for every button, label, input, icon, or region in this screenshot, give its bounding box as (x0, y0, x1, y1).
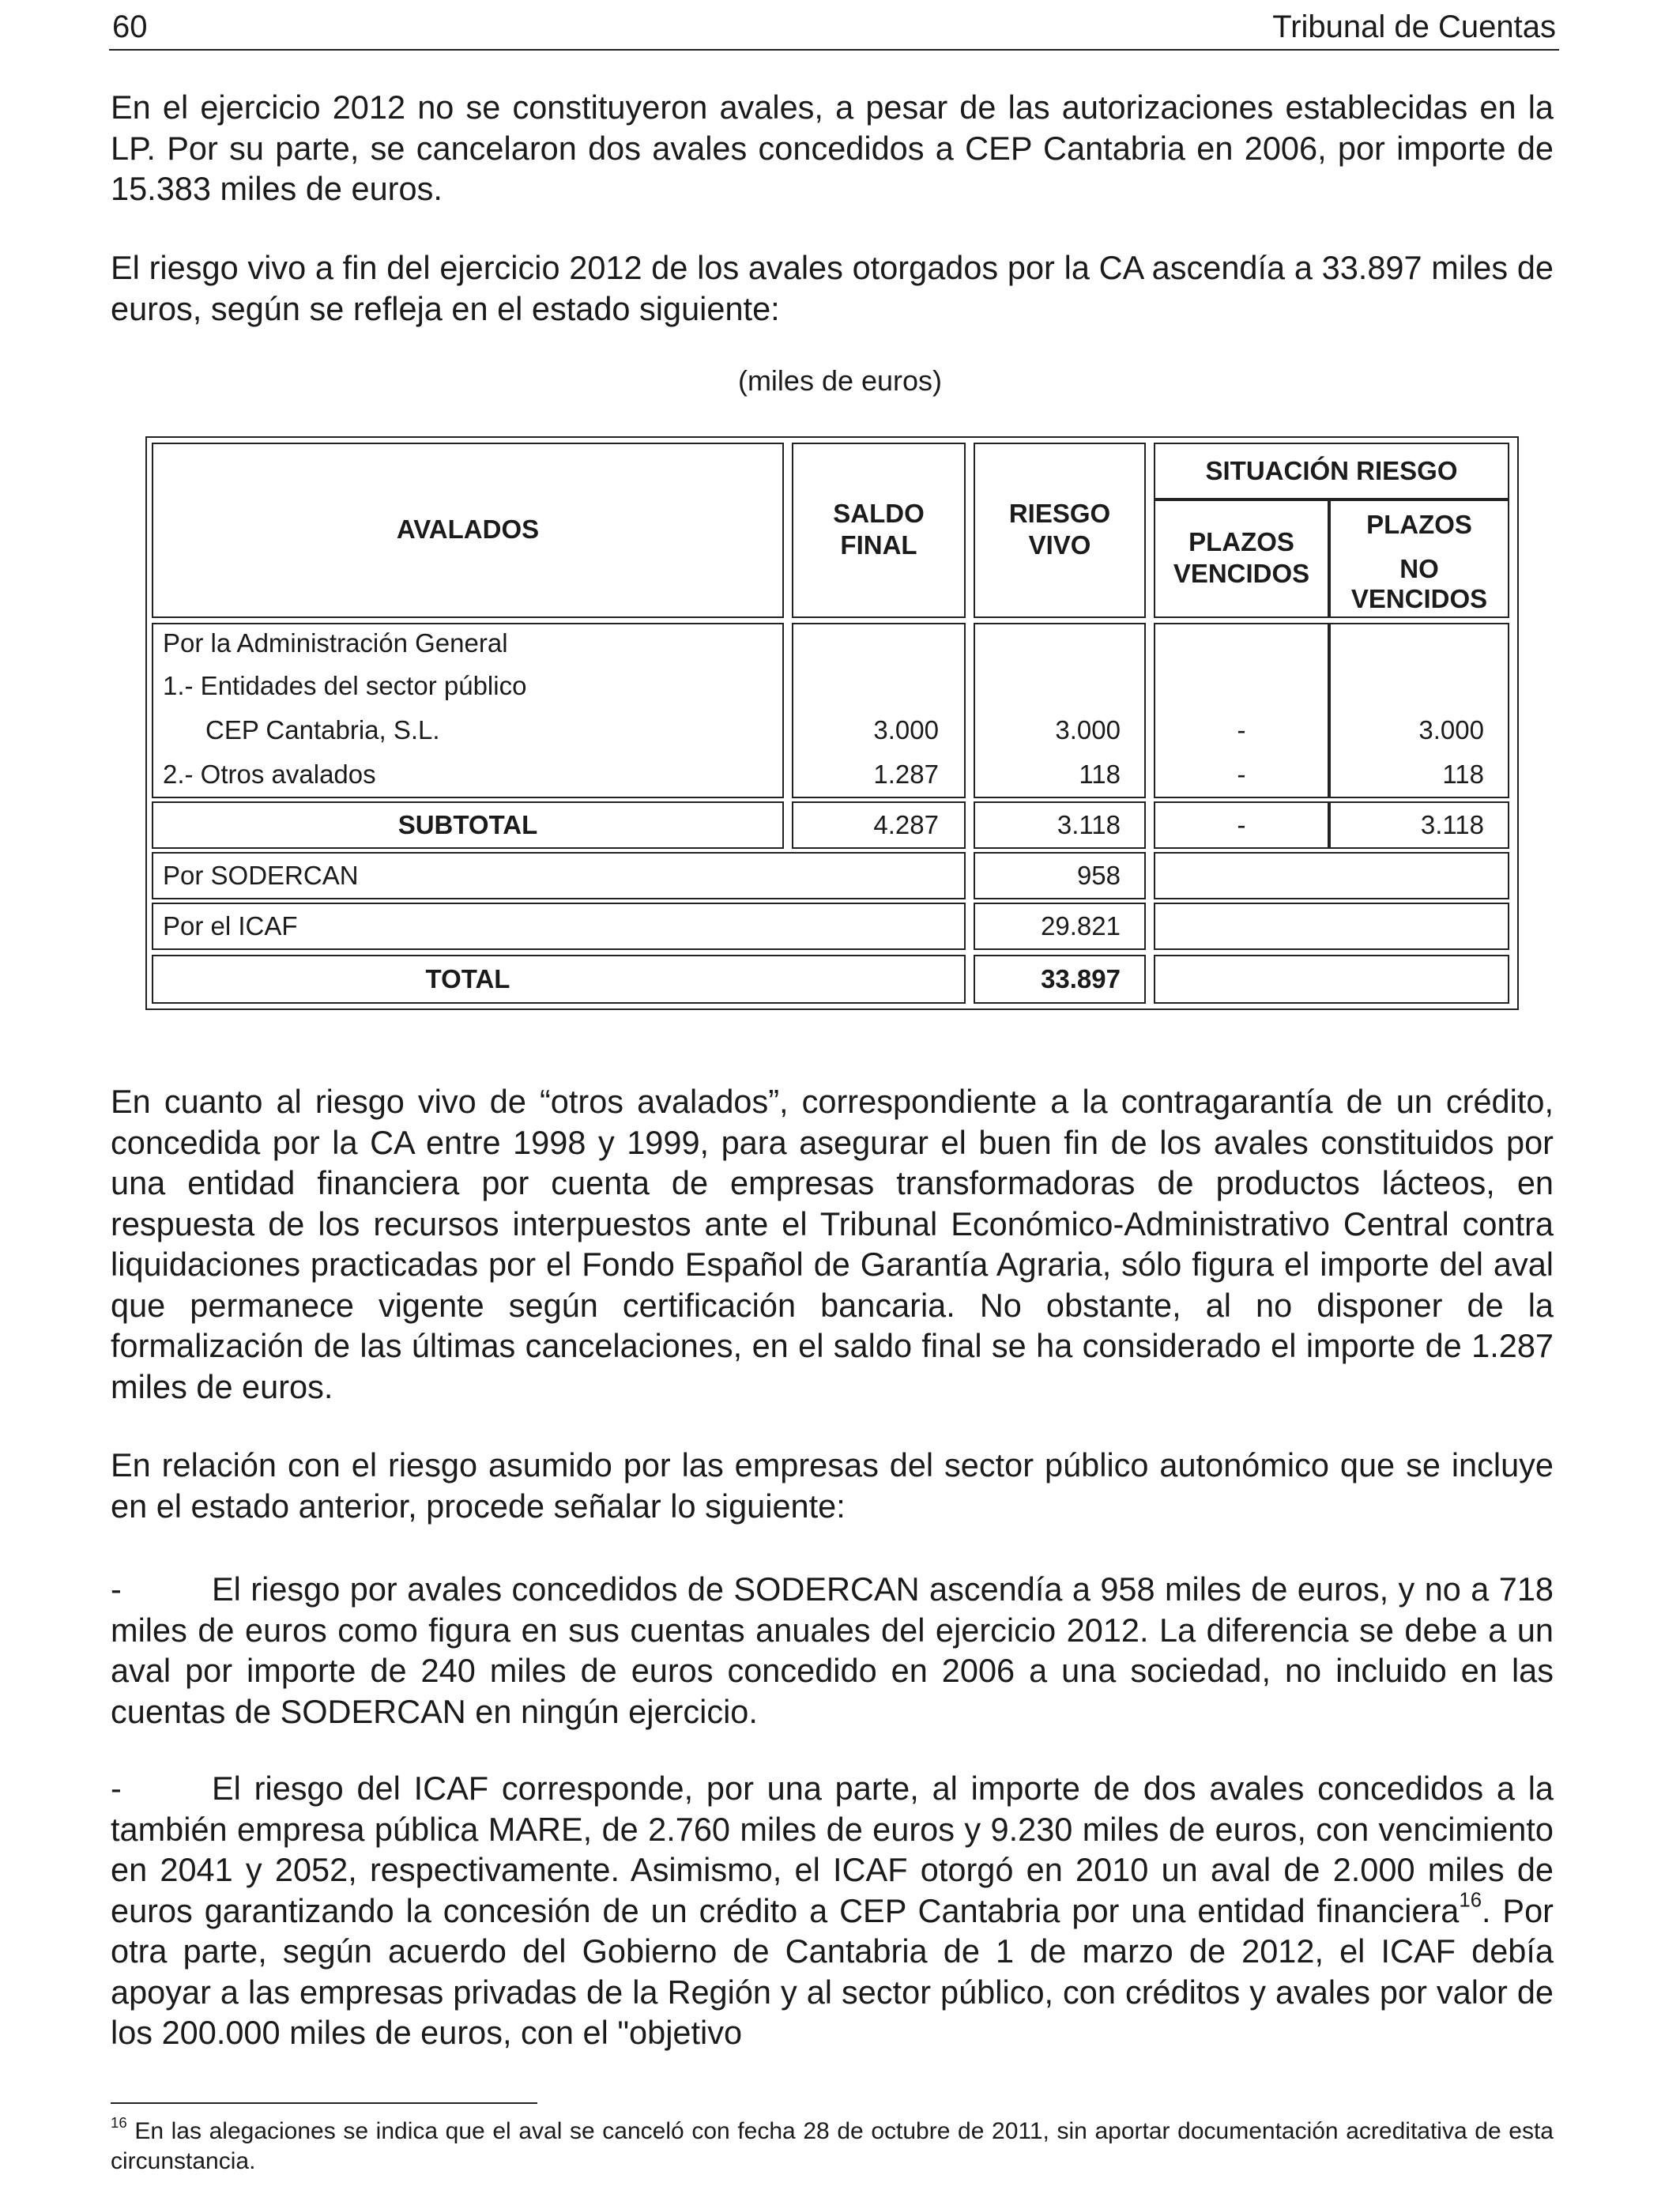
total-situacion-cell (1154, 955, 1509, 1004)
row-otros-saldo: 1.287 (873, 760, 939, 789)
bullet-icaf (111, 1768, 1554, 2053)
page-header (109, 6, 1559, 51)
row-icaf-label: Por el ICAF (163, 911, 298, 941)
table-units-label: (miles de euros) (737, 364, 943, 397)
avales-table (145, 436, 1519, 1010)
bullet-sodercan-text: El riesgo por avales concedidos de SODERCAN ascendía a 958 miles de euros, y no a 718 miles de euros como figura en sus cuentas anuales del ejercicio 2012. La diferencia se debe a un aval por importe de 240 miles de euros concedido en 2006 a una sociedad, no incluido en las cuentas de SODERCAN en ningún ejercicio. (111, 1570, 1554, 1730)
bullet-sodercan (111, 1569, 1554, 1732)
row-subtotal-saldo: 4.287 (873, 810, 939, 839)
header-vencidos-line1: PLAZOS (1188, 527, 1294, 556)
row-cep-riesgo: 3.000 (1055, 715, 1121, 745)
row-cep-no-vencidos: 3.000 (1418, 715, 1484, 745)
footnote-reference[interactable]: 16 (1459, 1889, 1482, 1912)
row-total-riesgo: 33.897 (1041, 964, 1121, 993)
row-admin-general-label: Por la Administración General (163, 628, 508, 658)
bullet-dash: - (111, 1570, 122, 1608)
row-sodercan-label: Por SODERCAN (163, 861, 359, 890)
header-no-vencidos-line2: NO (1399, 554, 1439, 583)
row-subtotal-vencidos: - (1237, 810, 1246, 839)
paragraph-avales-2012: En el ejercicio 2012 no se constituyeron avales, a pesar de las autorizaciones establecidas en la LP. Por su parte, se cancelaron dos avales concedidos a CEP Cantabria en 2006, por importe de 15.383 miles de euros. (111, 89, 1554, 207)
row-subtotal-riesgo: 3.118 (1057, 810, 1121, 839)
page-number: 60 (112, 9, 148, 44)
bullet-dash: - (111, 1770, 122, 1807)
header-vencidos-line2: VENCIDOS (1173, 559, 1310, 588)
header-saldo-line1: SALDO (833, 499, 925, 528)
row-sodercan-riesgo: 958 (1076, 861, 1121, 890)
row-sector-publico-label: 1.- Entidades del sector público (163, 671, 527, 700)
row-otros-riesgo: 118 (1079, 760, 1121, 789)
footnote-number: 16 (111, 2114, 127, 2132)
header-situacion: SITUACIÓN RIESGO (1205, 456, 1458, 485)
header-riesgo-line2: VIVO (1028, 530, 1091, 560)
paragraph-riesgo-empresas: En relación con el riesgo asumido por las empresas del sector público autonómico que se incluye en el estado anterior, procede señalar lo siguiente: (111, 1446, 1554, 1525)
header-no-vencidos-line1: PLAZOS (1366, 510, 1472, 539)
row-total-label: TOTAL (425, 964, 510, 993)
icaf-situacion-cell (1154, 903, 1509, 950)
sodercan-situacion-cell (1154, 852, 1509, 899)
row-icaf-riesgo: 29.821 (1041, 911, 1121, 941)
paragraph-otros-avalados: En cuanto al riesgo vivo de “otros avalados”, correspondiente a la contragarantía de un crédito, concedida por la CA entre 1998 y 1999, para asegurar el buen fin de los avales constituidos por una entidad financiera por cuenta de empresas transformadoras de productos lácteos, en respuesta de los recursos interpuestos ante el Tribunal Económico-Administrativo Central contra liquidaciones practicadas por el Fondo Español de Garantía Agraria, sólo figura el importe del aval que permanece vigente según certificación bancaria. No obstante, al no disponer de la formalización de las últimas cancelaciones, en el saldo final se ha considerado el importe de 1.287 miles de euros. (111, 1083, 1554, 1405)
row-otros-no-vencidos: 118 (1442, 760, 1484, 789)
row-subtotal-label: SUBTOTAL (397, 810, 538, 839)
bullet-icaf-text-1: El riesgo del ICAF corresponde, por una parte, al importe de dos avales concedidos a la también empresa pública MARE, de 2.760 miles de euros y 9.230 miles de euros, con vencimiento en 2041 y 2052, respectivamente. Asimismo, el ICAF otorgó en 2010 un aval de 2.000 miles de euros garantizando la concesión de un crédito a CEP Cantabria por una entidad financiera (111, 1770, 1554, 1929)
row-cep-label: CEP Cantabria, S.L. (205, 715, 440, 745)
header-riesgo-line1: RIESGO (1008, 499, 1111, 528)
bullet-icaf-text-2: . Por otra parte, según acuerdo del Gobierno de Cantabria de 1 de marzo de 2012, el ICAF debía apoyar a las empresas privadas de la Región y al sector público, con créditos y avales por valor de los 200.000 miles de euros, con el "objetivo (111, 1891, 1554, 2051)
row-otros-vencidos: - (1237, 760, 1246, 789)
paragraph-riesgo-vivo: El riesgo vivo a fin del ejercicio 2012 de los avales otorgados por la CA ascendía a 33.897 miles de euros, según se refleja en el estado siguiente: (111, 249, 1554, 327)
header-saldo-line2: FINAL (840, 530, 917, 560)
footnote-separator (111, 2102, 537, 2104)
row-subtotal-no-vencidos: 3.118 (1420, 810, 1484, 839)
header-avalados: AVALADOS (396, 515, 540, 544)
footnote-text: En las alegaciones se indica que el aval se canceló con fecha 28 de octubre de 2011, sin aportar documentación acreditativa de esta circunstancia. (111, 2118, 1554, 2174)
table-units (0, 364, 1680, 398)
row-otros-label: 2.- Otros avalados (163, 760, 376, 789)
running-title: Tribunal de Cuentas (1272, 9, 1556, 44)
row-cep-saldo: 3.000 (873, 715, 939, 745)
header-no-vencidos-line3: VENCIDOS (1350, 584, 1488, 613)
footnote (111, 2114, 1554, 2177)
row-cep-vencidos: - (1237, 715, 1246, 745)
